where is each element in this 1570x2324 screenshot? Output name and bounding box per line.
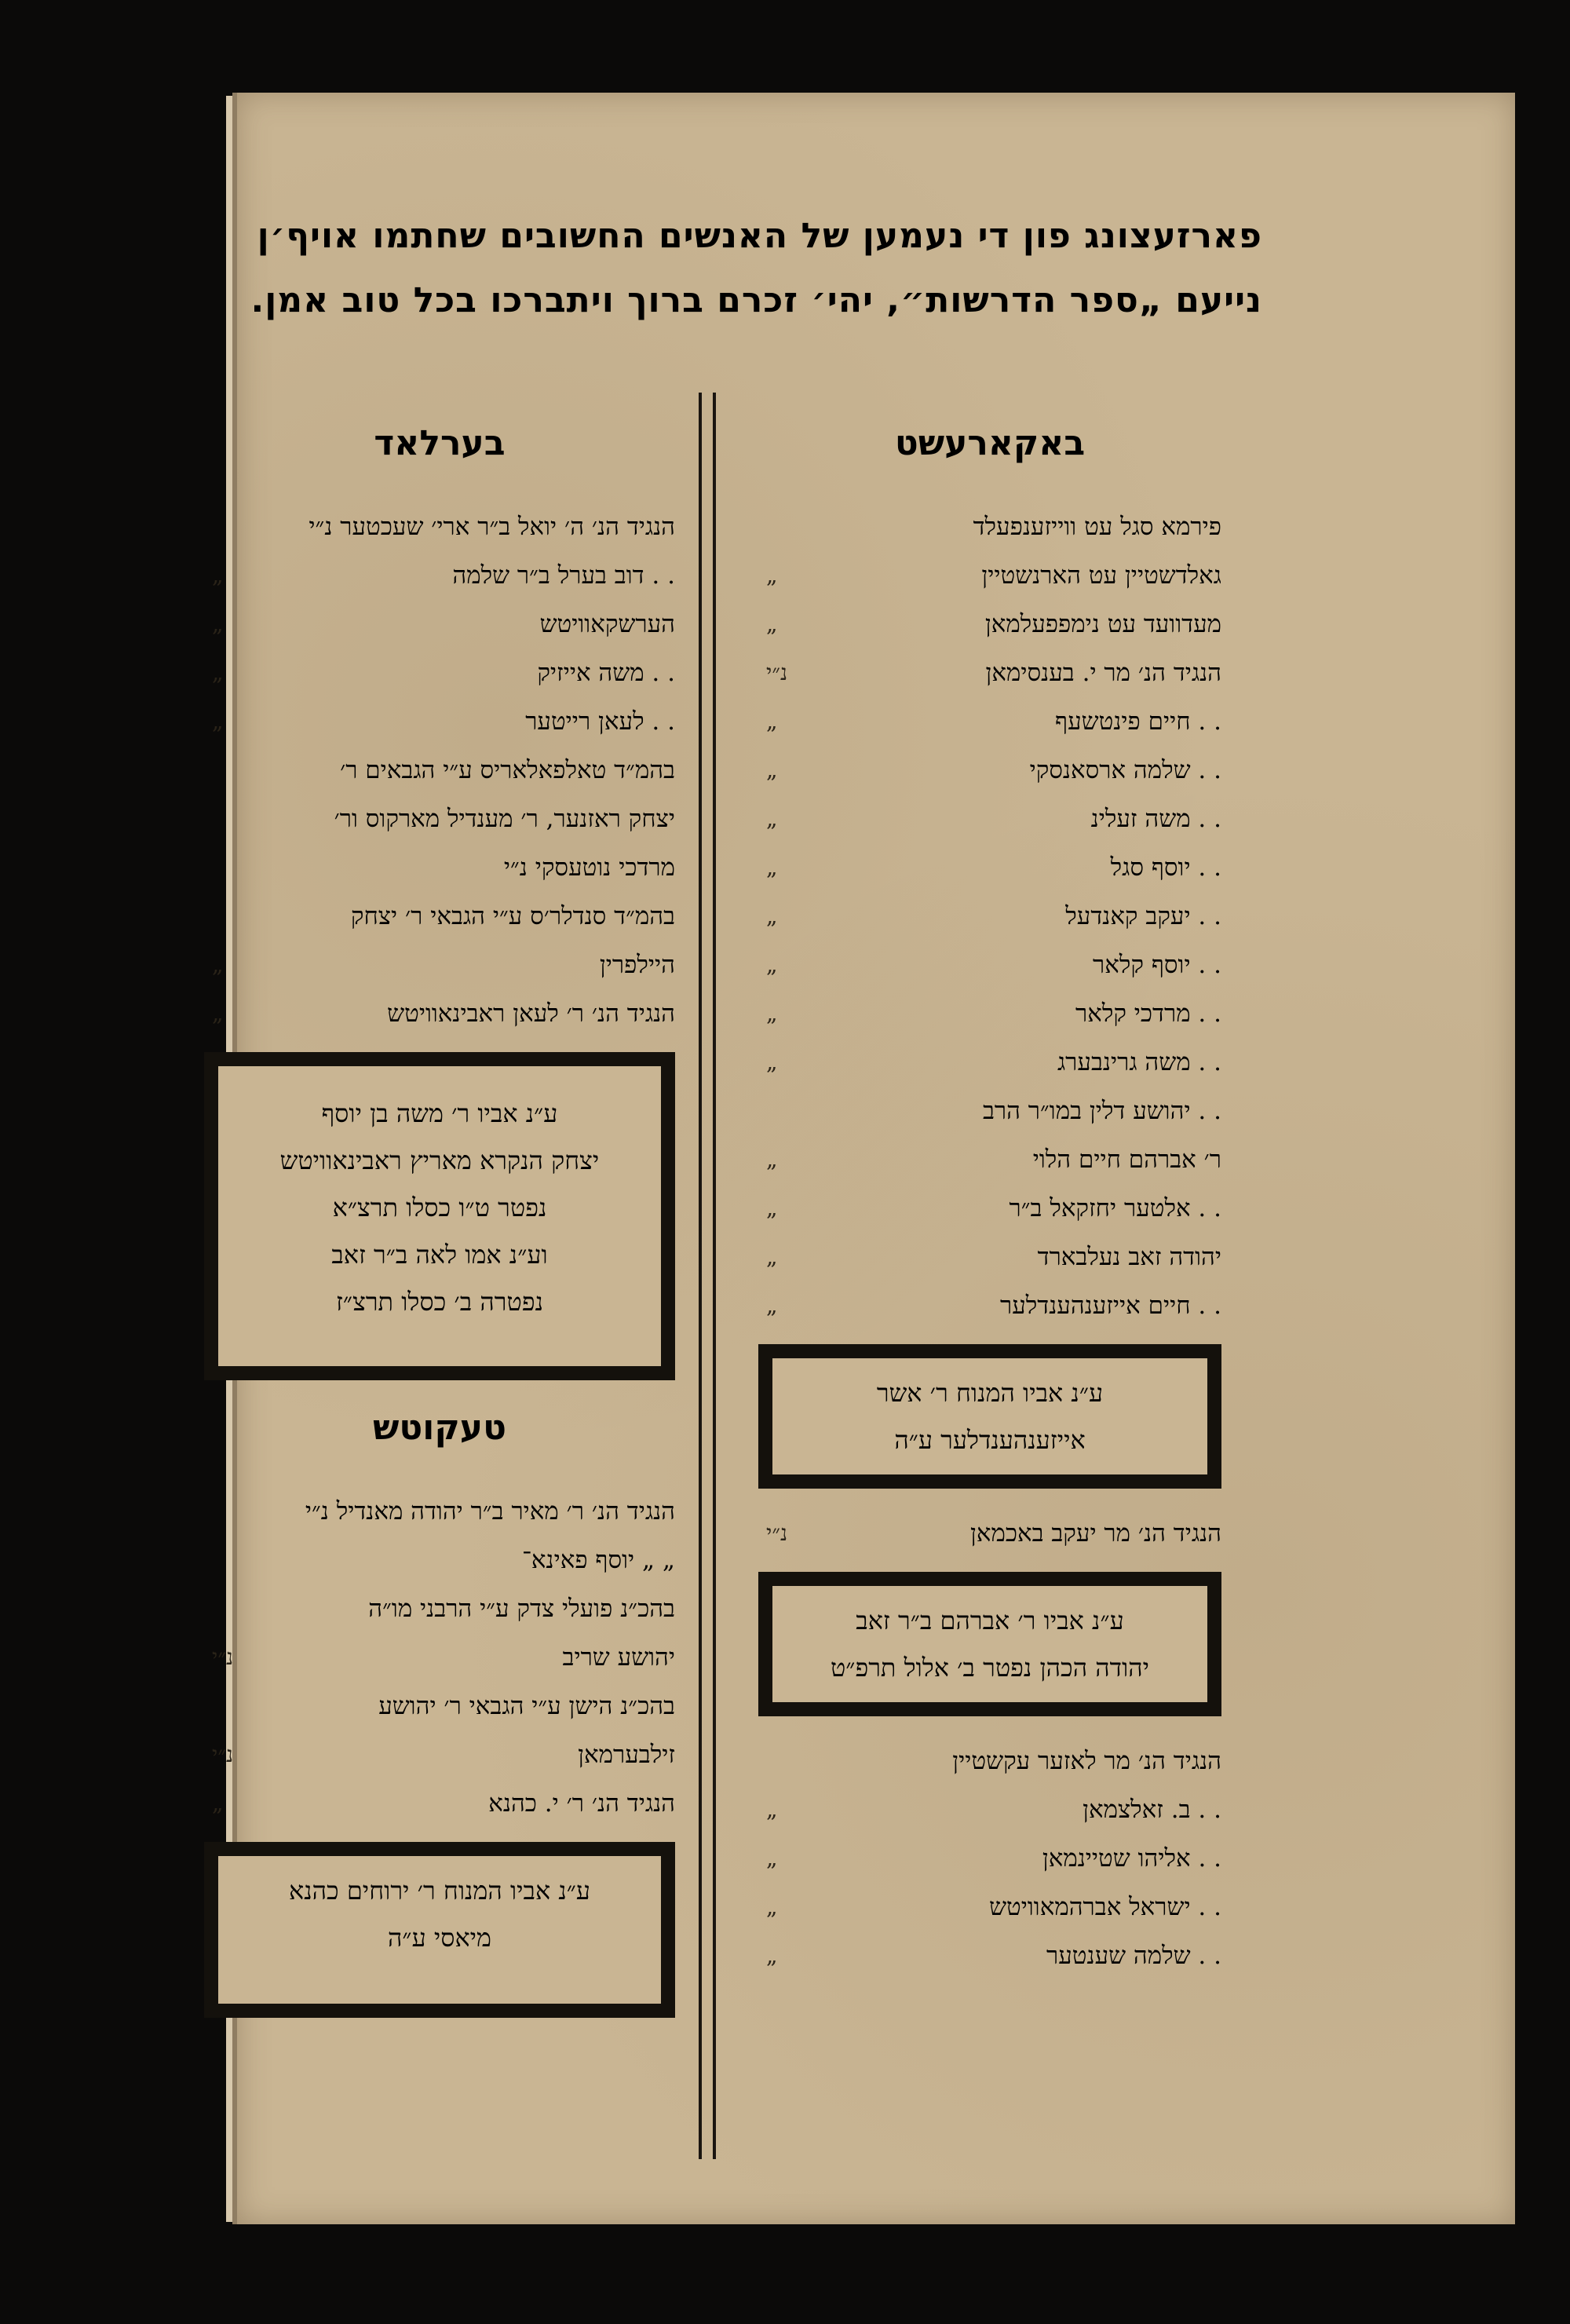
donor-name: . . אליהו שטיינמאן — [1042, 1844, 1221, 1873]
donor-row — [758, 600, 1221, 649]
honorific-mark: „ — [766, 757, 778, 783]
memorial-line: יצחק הנקרא מאריץ ראבינאוויטש — [279, 1146, 600, 1175]
honorific-mark: נ״י — [212, 1741, 234, 1767]
donor-row — [758, 649, 1221, 697]
donor-name: . . שלמה ארסאנסקי — [1029, 756, 1221, 784]
donor-row — [204, 892, 675, 941]
donor-name: מעדוועד עט נימפפעלמאן — [984, 610, 1221, 638]
donor-row — [758, 1135, 1221, 1184]
donor-name: . . יוסף קלאר — [1093, 951, 1221, 979]
donor-list — [758, 1737, 1221, 1980]
donor-name: . . מרדכי קלאר — [1075, 999, 1221, 1028]
donor-name: . . ב. זאלצמאן — [1083, 1796, 1221, 1824]
donor-name: היילפרין — [599, 951, 675, 979]
donor-row — [204, 1536, 675, 1584]
donor-name: . . ישראל אברהמאוויטש — [989, 1893, 1221, 1921]
donor-name: בהמ״ד סנדלר׳ס ע״י הגבאי ר׳ יצחק — [350, 902, 675, 930]
donor-name: הנגיד הנ׳ ר׳ י. כהנא — [488, 1789, 675, 1818]
honorific-mark: „ — [766, 903, 778, 929]
honorific-mark: „ — [766, 1894, 778, 1920]
donor-row — [758, 1038, 1221, 1087]
memorial-line: ע״נ אביו ר׳ משה בן יוסף — [321, 1098, 558, 1128]
right-column — [758, 416, 1221, 1980]
honorific-mark: „ — [766, 806, 778, 831]
city-heading: בערלאד — [374, 423, 506, 463]
donor-name: בהכ״נ הישן ע״י הגבאי ר׳ יהושע — [378, 1692, 675, 1720]
donor-list — [204, 502, 675, 1038]
honorific-mark: „ — [766, 1244, 778, 1270]
memorial-line: נפטר ט״ו כסלו תרצ״א — [332, 1193, 547, 1222]
honorific-mark: „ — [212, 660, 224, 685]
honorific-mark: „ — [766, 1796, 778, 1822]
memorial-line: אייזענהענדלער ע״ה — [894, 1425, 1086, 1455]
donor-row — [204, 941, 675, 989]
memorial-box — [758, 1344, 1221, 1489]
donor-name: הנגיד הנ׳ ר׳ מאיר ב״ר יהודה מאנדיל נ״י — [305, 1497, 675, 1526]
donor-name: . . אלטער יחזקאל ב״ר — [1009, 1194, 1221, 1222]
donor-name: . . חיים פינטשעף — [1055, 707, 1221, 736]
donor-row — [758, 1087, 1221, 1135]
donor-row — [758, 1931, 1221, 1980]
donor-row — [758, 1785, 1221, 1834]
donor-row — [758, 1883, 1221, 1931]
heading-line-1: פארזעצונג פון די נעמען של האנשים החשובים שחתמו אויף׳ן — [257, 216, 1262, 256]
donor-name: בהמ״ד טאלפאלאריס ע״י הגבאים ר׳ — [340, 756, 675, 784]
honorific-mark: נ״י — [212, 1644, 234, 1670]
donor-row — [204, 600, 675, 649]
memorial-line: ע״נ אביו ר׳ אברהם ב״ר זאב — [856, 1606, 1124, 1635]
honorific-mark: „ — [766, 1049, 778, 1075]
donor-row — [758, 697, 1221, 746]
page-heading — [176, 204, 1262, 333]
donor-name: גאלדשטיין עט הארנשטיין — [981, 561, 1221, 590]
donor-row — [204, 795, 675, 843]
honorific-mark: „ — [766, 1845, 778, 1871]
honorific-mark: „ — [212, 952, 224, 977]
memorial-line: מיאסי ע״ה — [388, 1923, 491, 1953]
honorific-mark: „ — [766, 1146, 778, 1172]
honorific-mark: „ — [212, 562, 224, 588]
donor-row — [204, 1682, 675, 1730]
honorific-mark: „ — [212, 611, 224, 637]
memorial-line: יהודה הכהן נפטר ב׳ אלול תרפ״ט — [830, 1653, 1150, 1683]
honorific-mark: „ — [212, 1790, 224, 1816]
donor-name: . . משה אייזיק — [537, 659, 675, 687]
donor-row — [758, 1184, 1221, 1233]
donor-list — [758, 502, 1221, 1330]
donor-name: יהודה זאב נעלבארד — [1037, 1243, 1221, 1271]
donor-name: מרדכי נוטעסקי נ״י — [503, 853, 675, 882]
donor-name: . . לעאן רייטער — [525, 707, 675, 736]
memorial-box — [758, 1572, 1221, 1716]
honorific-mark: „ — [766, 1292, 778, 1318]
honorific-mark: „ — [212, 708, 224, 734]
donor-name: . . יוסף סגל — [1110, 853, 1221, 882]
donor-row — [204, 746, 675, 795]
donor-row — [758, 746, 1221, 795]
donor-name: „ „ יוסף פאינא־ — [522, 1546, 675, 1574]
honorific-mark: „ — [766, 1195, 778, 1221]
donor-row — [758, 1281, 1221, 1330]
donor-row — [758, 551, 1221, 600]
donor-name: ר׳ אברהם חיים הלוי — [1032, 1146, 1221, 1174]
donor-row — [758, 892, 1221, 941]
donor-name: הנגיד הנ׳ מר י. בענסימאן — [985, 659, 1221, 687]
honorific-mark: „ — [766, 562, 778, 588]
donor-name: . . שלמה שענטער — [1046, 1942, 1221, 1970]
donor-name: הנגיד הנ׳ מר יעקב באכמאן — [969, 1519, 1221, 1548]
donor-name: . . דוב בערל ב״ר שלמה — [452, 561, 675, 590]
donor-row — [204, 989, 675, 1038]
donor-name: . . משה זעלינ — [1090, 805, 1221, 833]
honorific-mark: נ״י — [766, 660, 788, 685]
donor-name: . . משה גרינבערג — [1057, 1048, 1221, 1076]
donor-name: . . יהושע דלין במו״ר הרב — [982, 1097, 1221, 1125]
donor-name: זילבערמאן — [578, 1741, 675, 1769]
memorial-line: נפטרה ב׳ כסלו תרצ״ז — [335, 1287, 544, 1317]
donor-name: הנגיד הנ׳ ר׳ לעאן ראבינאוויטש — [387, 999, 675, 1028]
donor-row — [758, 989, 1221, 1038]
donor-row — [204, 649, 675, 697]
donor-list — [204, 1487, 675, 1828]
donor-name: יצחק ראזנער, ר׳ מענדיל מארקוס ור׳ — [334, 805, 675, 833]
donor-row — [758, 1737, 1221, 1785]
memorial-line: וע״נ אמו לאה ב״ר זאב — [331, 1240, 548, 1270]
memorial-line: ע״נ אביו המנוח ר׳ ירוחים כהנא — [289, 1876, 590, 1906]
honorific-mark: „ — [766, 611, 778, 637]
city-heading: באקארעשט — [894, 423, 1086, 463]
donor-row — [758, 843, 1221, 892]
donor-row — [758, 502, 1221, 551]
donor-row — [758, 941, 1221, 989]
donor-row — [758, 1834, 1221, 1883]
donor-name: . . יעקב קאנדעל — [1065, 902, 1221, 930]
honorific-mark: „ — [766, 952, 778, 977]
honorific-mark: „ — [766, 854, 778, 880]
donor-name: . . חיים אייזענהענדלער — [1000, 1292, 1221, 1320]
donor-name: הנגיד הנ׳ מר לאזער עקשטיין — [952, 1747, 1221, 1775]
memorial-line: ע״נ אביו המנוח ר׳ אשר — [876, 1378, 1104, 1408]
donor-name: יהושע שריב — [562, 1643, 675, 1672]
donor-row — [204, 1487, 675, 1536]
donor-name: פירמא סגל עט ווייזענפעלד — [973, 513, 1221, 541]
donor-name: הנגיד הנ׳ ה׳ יואל ב״ר ארי׳ שעכטער נ״י — [309, 513, 675, 541]
memorial-box — [204, 1052, 675, 1380]
column-divider — [699, 393, 716, 2159]
honorific-mark: נ״י — [766, 1520, 788, 1546]
honorific-mark: „ — [212, 1000, 224, 1026]
memorial-box — [204, 1842, 675, 2018]
donor-row — [204, 697, 675, 746]
donor-row — [204, 843, 675, 892]
city-heading: טעקוטש — [373, 1408, 506, 1448]
donor-row — [204, 551, 675, 600]
donor-name: בהכ״נ פועלי צדק ע״י הרבני מו״ה — [368, 1595, 675, 1623]
donor-name: הערשקאוויטש — [539, 610, 675, 638]
donor-row — [204, 1633, 675, 1682]
donor-row — [204, 1779, 675, 1828]
donor-row — [204, 502, 675, 551]
honorific-mark: „ — [766, 708, 778, 734]
left-column — [204, 416, 675, 2038]
honorific-mark: „ — [766, 1000, 778, 1026]
donor-row — [758, 1509, 1221, 1558]
heading-line-2: נייעם „ספר הדרשות״, יהי׳ זכרם ברוך ויתברכו בכל טוב אמן. — [250, 280, 1262, 320]
donor-row — [204, 1584, 675, 1633]
donor-row — [758, 1233, 1221, 1281]
honorific-mark: „ — [766, 1942, 778, 1968]
donor-row — [204, 1730, 675, 1779]
donor-row — [758, 795, 1221, 843]
